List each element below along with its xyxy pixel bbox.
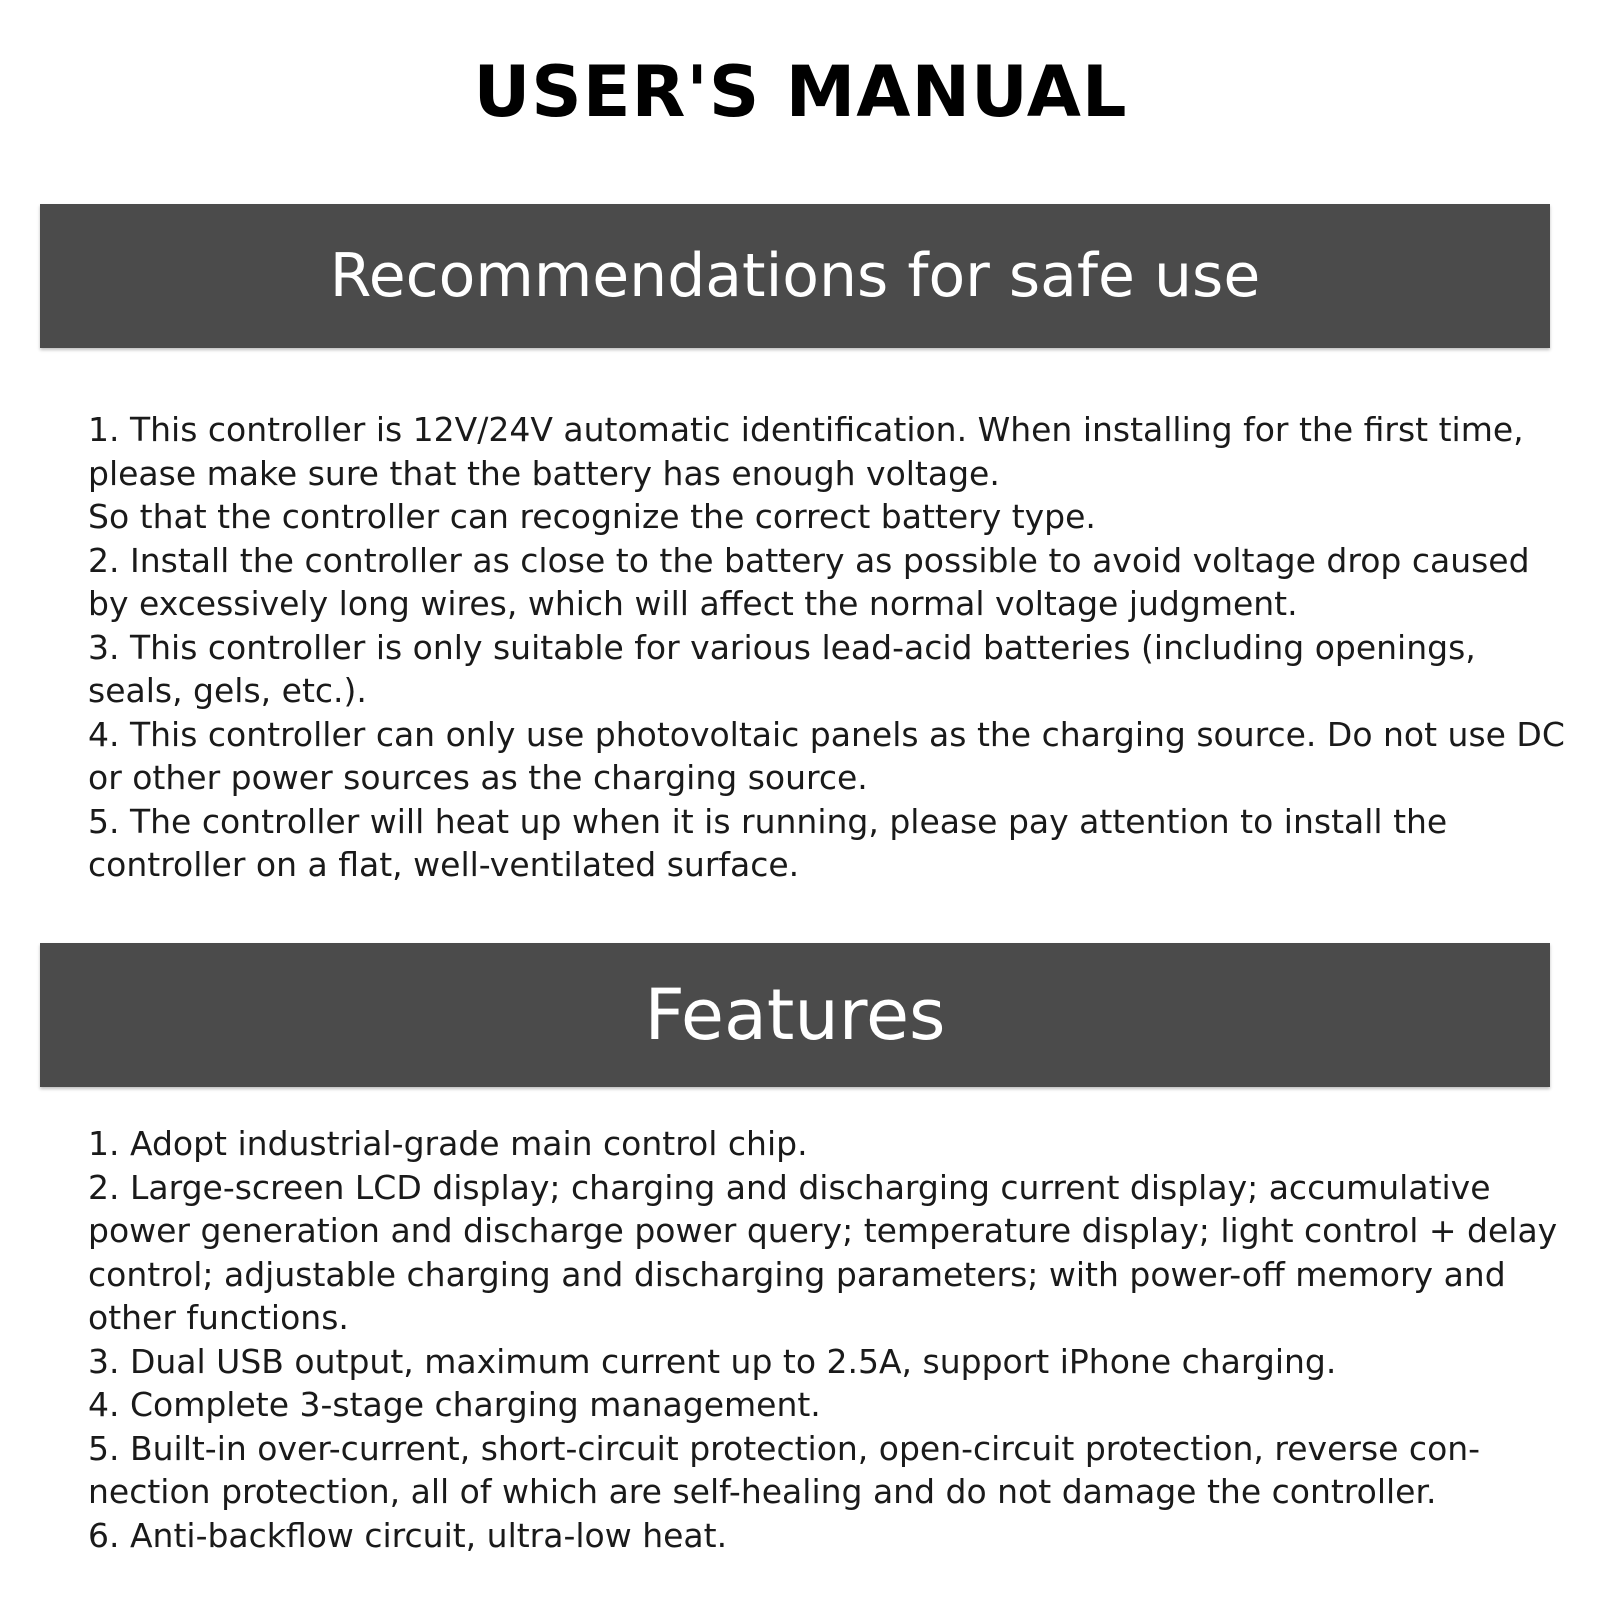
- safe-use-heading: Recommendations for safe use: [329, 241, 1261, 311]
- feature-item: 5. Built-in over-current, short-circuit protection, open-circuit protection, reverse con-nection protection, all of which are self-healing and do not damage the controller.: [88, 1428, 1481, 1511]
- safe-use-item: 2. Install the controller as close to the battery as possible to avoid voltage drop caused by excessively long wires, which will affect the normal voltage judgment.: [88, 540, 1530, 623]
- safe-use-banner: [40, 204, 1550, 348]
- features-banner: [40, 943, 1550, 1087]
- feature-item: 1. Adopt industrial-grade main control chip.: [88, 1124, 808, 1163]
- features-list: [88, 1122, 1578, 1557]
- safe-use-item: 3. This controller is only suitable for various lead-acid batteries (including openings, seals, gels, etc.).: [88, 627, 1476, 710]
- feature-item: 4. Complete 3-stage charging management.: [88, 1385, 821, 1424]
- safe-use-item: 5. The controller will heat up when it is running, please pay attention to install the controller on a flat, well-ventilated surface.: [88, 801, 1448, 884]
- feature-item: 6. Anti-backflow circuit, ultra-low heat.: [88, 1515, 728, 1555]
- safe-use-list: [88, 408, 1578, 887]
- page-title: USER'S MANUAL: [473, 51, 1128, 133]
- safe-use-item: 4. This controller can only use photovoltaic panels as the charging source. Do not use DC or other power sources as the charging source.: [88, 714, 1565, 797]
- safe-use-item: 1. This controller is 12V/24V automatic identification. When installing for the first time, please make sure that the battery has enough voltage.: [88, 410, 1524, 493]
- feature-item: 3. Dual USB output, maximum current up to 2.5A, support iPhone charging.: [88, 1341, 1337, 1381]
- features-heading: Features: [644, 974, 946, 1056]
- safe-use-item: So that the controller can recognize the correct battery type.: [88, 497, 1096, 536]
- feature-item: 2. Large-screen LCD display; charging and discharging current display; accumulative power generation and discharge power query; temperature display; light control + delay control; adjustable charging and discharging parameters; with power-off memory and other functions.: [88, 1167, 1558, 1337]
